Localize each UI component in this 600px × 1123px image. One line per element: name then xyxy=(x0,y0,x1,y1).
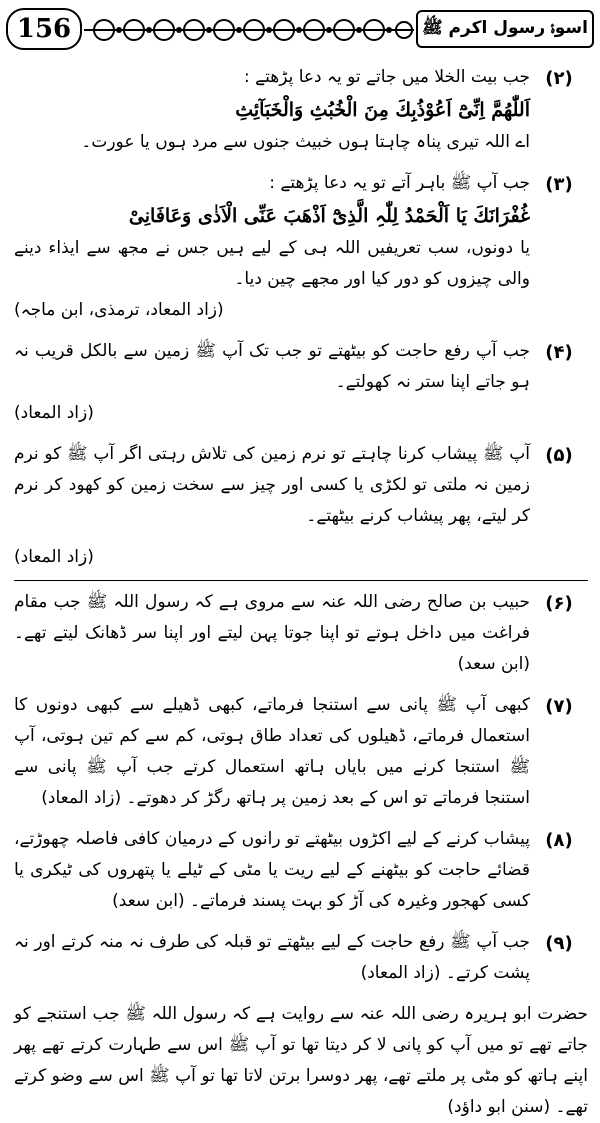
item-intro: جب آپ ﷺ باہر آتے تو یہ دعا پڑھتے : xyxy=(269,173,530,193)
list-item xyxy=(14,439,588,532)
standalone-reference: (زاد المعاد) xyxy=(14,547,94,567)
list-item xyxy=(14,168,588,326)
item-text: کبھی آپ ﷺ پانی سے استنجا فرماتے، کبھی ڈھیلے سے کبھی دونوں کا استعمال فرماتے، ڈھیلوں کی تعداد طاق ہوتی، کم سے کم تین ہوتی، آپ ﷺ استنجا کرنے میں بایاں ہاتھ استعمال کرتے جب آپ ﷺ پانی سے استنجا فرماتے تو اس کے بعد زمین پر ہاتھ رگڑ کر دھوتے۔ xyxy=(14,695,530,808)
item-number: (۹) xyxy=(545,933,573,954)
list-item xyxy=(14,824,588,917)
list-item xyxy=(14,927,588,989)
item-intro: جب بیت الخلا میں جاتے تو یہ دعا پڑھتے : xyxy=(244,67,530,87)
item-number: (۲) xyxy=(545,68,573,89)
item-reference: (ابن سعد) xyxy=(112,891,185,911)
item-reference: (زاد المعاد) xyxy=(360,963,441,983)
closing-paragraph: حضرت ابو ہریرہ رضی اللہ عنہ سے روایت ہے کہ رسول اللہ ﷺ جب استنجے کو جاتے تھے تو میں آپ کو پانی لا کر دیتا تھا تو آپ ﷺ اس سے طہارت کرتے تھے پھر اپنے ہاتھ کو مٹی پر ملتے تھے، پھر دوسرا برتن لاتا تھا تو آپ ﷺ اس سے وضو کرتے تھے۔ (سنن ابو داؤد) xyxy=(14,1004,588,1117)
item-number: (۶) xyxy=(545,593,573,614)
page-number: 156 xyxy=(6,8,82,50)
item-text: اے اللہ تیری پناہ چاہتا ہوں خبیث جنوں سے مرد ہوں یا عورت۔ xyxy=(81,132,530,152)
list-item xyxy=(14,62,588,158)
item-reference: (زاد المعاد) xyxy=(41,788,122,808)
decorative-border-icon xyxy=(84,12,414,48)
arabic-dua: اَللّٰھُمَّ اِنِّیْٓ اَعُوْذُبِكَ مِنَ الْخُبُثِ وَالْخَبَآئِثِ xyxy=(235,99,530,121)
item-number: (۳) xyxy=(545,174,573,195)
item-number: (۸) xyxy=(545,830,573,851)
list-item xyxy=(14,587,588,680)
list-item xyxy=(14,336,588,429)
item-reference: (ابن سعد) xyxy=(457,654,530,674)
item-text: جب آپ ﷺ رفع حاجت کے لیے بیٹھتے تو قبلہ کی طرف نہ منہ کرتے اور نہ پشت کرتے۔ xyxy=(14,932,530,983)
item-text: پیشاب کرنے کے لیے اکڑوں بیٹھتے تو رانوں کے درمیان کافی فاصلہ چھوڑتے، قضائے حاجت کو بیٹھنے کے لیے ریت یا مٹی کے ٹیلے یا پتھروں کی ٹیکری یا کسی کھجور وغیرہ کی آڑ کو بہت پسند فرماتے۔ xyxy=(14,829,530,911)
arabic-dua: غُفْرَانَكَ یَا اَلْحَمْدُ لِلّٰہِ الَّذِیْٓ اَذْھَبَ عَنِّی الْاَذٰی وَعَافَانِیْ xyxy=(128,205,530,227)
page-content xyxy=(14,62,588,1123)
item-reference: (زاد المعاد) xyxy=(14,403,94,423)
page-header xyxy=(6,8,594,54)
list-item xyxy=(14,690,588,814)
item-number: (۵) xyxy=(545,445,573,466)
item-text: جب آپ رفع حاجت کو بیٹھتے تو جب تک آپ ﷺ زمین سے بالکل قریب نہ ہو جاتے اپنا ستر نہ کھولتے۔ xyxy=(14,341,530,392)
item-text: حبیب بن صالح رضی اللہ عنہ سے مروی ہے کہ رسول اللہ ﷺ جب مقام فراغت میں داخل ہوتے تو اپنا جوتا پہن لیتے اور اپنا سر ڈھانک لیتے تھے۔ xyxy=(14,592,530,643)
item-number: (۷) xyxy=(545,696,573,717)
book-title: اسوۂ رسول اکرم ﷺ xyxy=(416,10,594,48)
item-reference: (زاد المعاد، ترمذی، ابن ماجہ) xyxy=(14,300,224,320)
divider xyxy=(14,580,588,581)
item-number: (۴) xyxy=(545,342,573,363)
item-text: یا دونوں، سب تعریفیں اللہ ہی کے لیے ہیں جس نے مجھ سے ایذاء دینے والی چیزوں کو دور کیا اور مجھے چین دیا۔ xyxy=(14,238,530,289)
item-text: آپ ﷺ پیشاب کرنا چاہتے تو نرم زمین کی تلاش رہتی اگر آپ ﷺ کو نرم زمین نہ ملتی تو لکڑی یا کسی اور چیز سے سخت زمین کو کھود کر نرم کر لیتے، پھر پیشاب کرنے بیٹھتے۔ xyxy=(14,444,530,526)
